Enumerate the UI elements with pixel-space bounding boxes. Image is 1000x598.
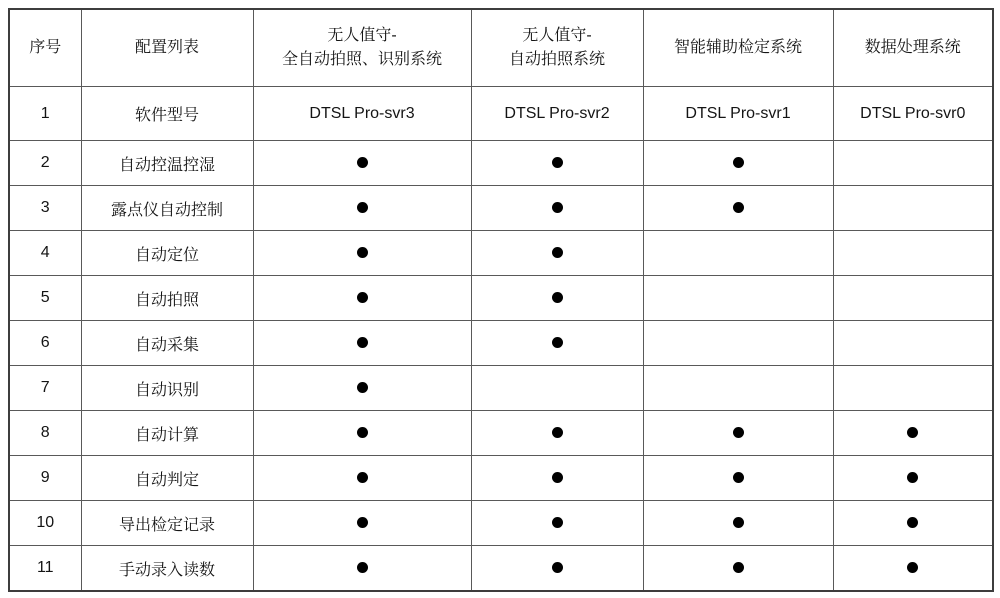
flag-cell-3 <box>833 276 993 321</box>
column-header-5 <box>833 9 993 87</box>
table-row-software-model <box>9 87 993 141</box>
model-value-cell-0: DTSL Pro-svr3 <box>253 87 471 141</box>
flag-cell-0 <box>253 411 471 456</box>
flag-cell-2 <box>643 186 833 231</box>
config-name-cell: 自动识别 <box>81 366 253 411</box>
column-header-line: 配置列表 <box>134 39 199 56</box>
header-row <box>9 9 993 87</box>
bullet-dot-icon <box>357 292 368 303</box>
flag-cell-2 <box>643 411 833 456</box>
config-name-cell: 软件型号 <box>81 87 253 141</box>
bullet-dot-icon <box>357 427 368 438</box>
column-header-1 <box>81 9 253 87</box>
flag-cell-3 <box>833 501 993 546</box>
bullet-dot-icon <box>907 517 918 528</box>
column-header-line: 无人值守- <box>522 27 592 44</box>
flag-cell-0 <box>253 231 471 276</box>
table-row <box>9 456 993 501</box>
flag-cell-1 <box>471 411 643 456</box>
row-number-cell: 6 <box>9 321 81 366</box>
flag-cell-1 <box>471 546 643 592</box>
bullet-dot-icon <box>552 202 563 213</box>
flag-cell-2 <box>643 276 833 321</box>
flag-cell-0 <box>253 546 471 592</box>
config-comparison-table <box>8 8 994 592</box>
bullet-dot-icon <box>733 472 744 483</box>
bullet-dot-icon <box>733 157 744 168</box>
bullet-dot-icon <box>733 427 744 438</box>
flag-cell-0 <box>253 321 471 366</box>
bullet-dot-icon <box>552 157 563 168</box>
table-body <box>9 87 993 592</box>
table-row <box>9 186 993 231</box>
row-number-cell: 2 <box>9 141 81 186</box>
flag-cell-0 <box>253 276 471 321</box>
bullet-dot-icon <box>357 157 368 168</box>
column-header-line: 数据处理系统 <box>864 39 961 56</box>
row-number-cell: 10 <box>9 501 81 546</box>
column-header-line: 智能辅助检定系统 <box>673 39 802 56</box>
table-row <box>9 141 993 186</box>
table-row <box>9 501 993 546</box>
flag-cell-1 <box>471 456 643 501</box>
model-value-cell-3: DTSL Pro-svr0 <box>833 87 993 141</box>
config-name-cell: 自动控温控湿 <box>81 141 253 186</box>
flag-cell-2 <box>643 366 833 411</box>
table-row <box>9 366 993 411</box>
table-row <box>9 231 993 276</box>
flag-cell-2 <box>643 141 833 186</box>
row-number-cell: 11 <box>9 546 81 592</box>
flag-cell-1 <box>471 501 643 546</box>
flag-cell-2 <box>643 501 833 546</box>
config-comparison-table-container <box>8 8 994 592</box>
column-header-line: 自动拍照系统 <box>508 51 605 68</box>
bullet-dot-icon <box>907 427 918 438</box>
bullet-dot-icon <box>552 292 563 303</box>
config-name-cell: 自动拍照 <box>81 276 253 321</box>
model-value-cell-1: DTSL Pro-svr2 <box>471 87 643 141</box>
flag-cell-0 <box>253 186 471 231</box>
config-name-cell: 导出检定记录 <box>81 501 253 546</box>
bullet-dot-icon <box>357 517 368 528</box>
bullet-dot-icon <box>552 472 563 483</box>
bullet-dot-icon <box>733 562 744 573</box>
flag-cell-1 <box>471 186 643 231</box>
bullet-dot-icon <box>733 517 744 528</box>
row-number-cell: 9 <box>9 456 81 501</box>
bullet-dot-icon <box>907 472 918 483</box>
bullet-dot-icon <box>357 562 368 573</box>
flag-cell-3 <box>833 141 993 186</box>
bullet-dot-icon <box>357 247 368 258</box>
config-name-cell: 自动判定 <box>81 456 253 501</box>
flag-cell-2 <box>643 231 833 276</box>
table-row <box>9 546 993 592</box>
column-header-line: 全自动拍照、识别系统 <box>281 51 442 68</box>
column-header-line: 序号 <box>29 39 62 56</box>
row-number-cell: 5 <box>9 276 81 321</box>
row-number-cell: 1 <box>9 87 81 141</box>
flag-cell-2 <box>643 546 833 592</box>
flag-cell-3 <box>833 411 993 456</box>
table-row <box>9 321 993 366</box>
config-name-cell: 自动采集 <box>81 321 253 366</box>
flag-cell-2 <box>643 321 833 366</box>
bullet-dot-icon <box>357 472 368 483</box>
bullet-dot-icon <box>552 247 563 258</box>
row-number-cell: 3 <box>9 186 81 231</box>
table-row <box>9 411 993 456</box>
flag-cell-3 <box>833 546 993 592</box>
flag-cell-3 <box>833 456 993 501</box>
flag-cell-2 <box>643 456 833 501</box>
flag-cell-0 <box>253 366 471 411</box>
column-header-line: 无人值守- <box>327 27 397 44</box>
config-name-cell: 手动录入读数 <box>81 546 253 592</box>
bullet-dot-icon <box>907 562 918 573</box>
flag-cell-3 <box>833 366 993 411</box>
column-header-2 <box>253 9 471 87</box>
row-number-cell: 4 <box>9 231 81 276</box>
row-number-cell: 7 <box>9 366 81 411</box>
column-header-4 <box>643 9 833 87</box>
config-name-cell: 露点仪自动控制 <box>81 186 253 231</box>
bullet-dot-icon <box>357 337 368 348</box>
bullet-dot-icon <box>552 337 563 348</box>
flag-cell-3 <box>833 321 993 366</box>
flag-cell-0 <box>253 501 471 546</box>
column-header-0 <box>9 9 81 87</box>
flag-cell-1 <box>471 366 643 411</box>
flag-cell-1 <box>471 276 643 321</box>
bullet-dot-icon <box>357 202 368 213</box>
bullet-dot-icon <box>552 427 563 438</box>
config-name-cell: 自动计算 <box>81 411 253 456</box>
config-name-cell: 自动定位 <box>81 231 253 276</box>
row-number-cell: 8 <box>9 411 81 456</box>
flag-cell-3 <box>833 186 993 231</box>
flag-cell-1 <box>471 231 643 276</box>
flag-cell-1 <box>471 321 643 366</box>
flag-cell-0 <box>253 456 471 501</box>
model-value-cell-2: DTSL Pro-svr1 <box>643 87 833 141</box>
flag-cell-3 <box>833 231 993 276</box>
bullet-dot-icon <box>357 382 368 393</box>
flag-cell-1 <box>471 141 643 186</box>
bullet-dot-icon <box>552 517 563 528</box>
column-header-3 <box>471 9 643 87</box>
flag-cell-0 <box>253 141 471 186</box>
bullet-dot-icon <box>733 202 744 213</box>
table-row <box>9 276 993 321</box>
bullet-dot-icon <box>552 562 563 573</box>
